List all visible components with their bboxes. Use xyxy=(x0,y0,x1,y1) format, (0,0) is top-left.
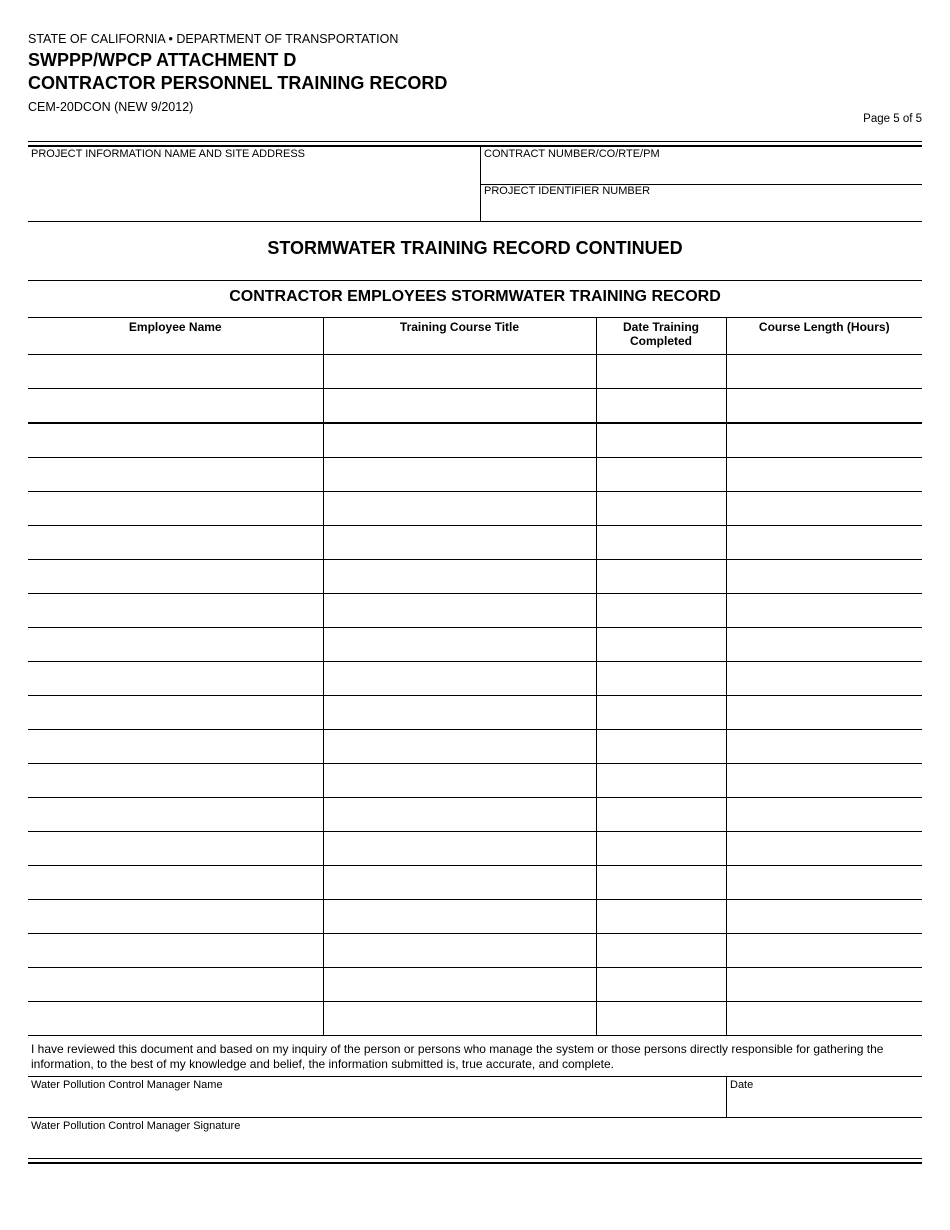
employee-name-cell[interactable] xyxy=(28,594,323,628)
table-row xyxy=(28,866,922,900)
date-completed-cell[interactable] xyxy=(596,934,726,968)
course-length-cell[interactable] xyxy=(726,934,922,968)
employee-name-cell[interactable] xyxy=(28,526,323,560)
date-completed-cell[interactable] xyxy=(596,866,726,900)
table-row xyxy=(28,594,922,628)
section-heading: STORMWATER TRAINING RECORD CONTINUED xyxy=(267,238,683,258)
project-identifier-label: PROJECT IDENTIFIER NUMBER xyxy=(484,185,651,197)
divider xyxy=(28,1162,922,1164)
date-completed-cell[interactable] xyxy=(596,662,726,696)
project-name-address-field[interactable] xyxy=(28,162,478,220)
table-row xyxy=(28,355,922,389)
divider xyxy=(28,1158,922,1159)
course-title-cell[interactable] xyxy=(323,730,596,764)
course-length-cell[interactable] xyxy=(726,764,922,798)
table-row xyxy=(28,458,922,492)
employee-name-cell[interactable] xyxy=(28,662,323,696)
course-title-cell[interactable] xyxy=(323,662,596,696)
date-completed-cell[interactable] xyxy=(596,526,726,560)
course-title-cell[interactable] xyxy=(323,423,596,458)
course-title-cell[interactable] xyxy=(323,1002,596,1036)
table-row xyxy=(28,696,922,730)
table-row xyxy=(28,389,922,424)
course-length-cell[interactable] xyxy=(726,492,922,526)
agency-name: STATE OF CALIFORNIA • DEPARTMENT OF TRANSPORTATION xyxy=(28,32,399,46)
course-length-cell[interactable] xyxy=(726,594,922,628)
employee-name-cell[interactable] xyxy=(28,423,323,458)
course-length-cell[interactable] xyxy=(726,968,922,1002)
course-length-cell[interactable] xyxy=(726,866,922,900)
table-row xyxy=(28,968,922,1002)
table-row xyxy=(28,1002,922,1036)
table-row xyxy=(28,764,922,798)
employee-name-cell[interactable] xyxy=(28,798,323,832)
course-title-cell[interactable] xyxy=(323,389,596,424)
date-completed-cell[interactable] xyxy=(596,458,726,492)
course-title-cell[interactable] xyxy=(323,934,596,968)
course-length-cell[interactable] xyxy=(726,798,922,832)
course-length-cell[interactable] xyxy=(726,628,922,662)
table-row xyxy=(28,492,922,526)
table-header-row xyxy=(28,318,922,355)
column-header-date-completed: Date Training Completed xyxy=(596,318,726,355)
contract-number-label: CONTRACT NUMBER/CO/RTE/PM xyxy=(484,148,660,160)
course-title-cell[interactable] xyxy=(323,832,596,866)
date-completed-cell[interactable] xyxy=(596,628,726,662)
divider xyxy=(28,145,922,147)
course-length-cell[interactable] xyxy=(726,458,922,492)
employee-name-cell[interactable] xyxy=(28,458,323,492)
manager-signature-field[interactable] xyxy=(28,1134,921,1157)
course-title-cell[interactable] xyxy=(323,628,596,662)
divider xyxy=(28,141,922,142)
divider xyxy=(28,221,922,222)
course-title-cell[interactable] xyxy=(323,355,596,389)
table-row xyxy=(28,730,922,764)
table-row xyxy=(28,934,922,968)
date-completed-cell[interactable] xyxy=(596,355,726,389)
project-name-address-label: PROJECT INFORMATION NAME AND SITE ADDRESS xyxy=(31,148,306,160)
training-record-table xyxy=(28,317,922,1036)
date-completed-cell[interactable] xyxy=(596,764,726,798)
employee-name-cell[interactable] xyxy=(28,764,323,798)
course-length-cell[interactable] xyxy=(726,832,922,866)
employee-name-cell[interactable] xyxy=(28,730,323,764)
contract-number-field[interactable] xyxy=(481,162,921,183)
employee-name-cell[interactable] xyxy=(28,832,323,866)
divider xyxy=(28,280,922,281)
employee-name-cell[interactable] xyxy=(28,866,323,900)
date-completed-cell[interactable] xyxy=(596,594,726,628)
table-row xyxy=(28,662,922,696)
column-header-course-length: Course Length (Hours) xyxy=(726,318,922,355)
form-title-line1: SWPPP/WPCP ATTACHMENT D xyxy=(28,50,297,70)
course-length-cell[interactable] xyxy=(726,696,922,730)
table-row xyxy=(28,900,922,934)
manager-name-field[interactable] xyxy=(28,1093,724,1116)
date-completed-cell[interactable] xyxy=(596,389,726,424)
course-title-cell[interactable] xyxy=(323,798,596,832)
date-completed-cell[interactable] xyxy=(596,423,726,458)
course-length-cell[interactable] xyxy=(726,662,922,696)
table-heading: CONTRACTOR EMPLOYEES STORMWATER TRAINING RECORD xyxy=(229,288,721,305)
date-completed-cell[interactable] xyxy=(596,798,726,832)
employee-name-cell[interactable] xyxy=(28,900,323,934)
employee-name-cell[interactable] xyxy=(28,389,323,424)
column-header-course-title: Training Course Title xyxy=(323,318,596,355)
course-title-cell[interactable] xyxy=(323,458,596,492)
date-completed-cell[interactable] xyxy=(596,560,726,594)
course-length-cell[interactable] xyxy=(726,526,922,560)
course-length-cell[interactable] xyxy=(726,730,922,764)
course-title-cell[interactable] xyxy=(323,696,596,730)
course-length-cell[interactable] xyxy=(726,389,922,424)
certification-statement: I have reviewed this document and based on my inquiry of the person or persons who manage the system or those persons directly responsible for gathering the information, to the best of my knowledge and belief, the information submitted is, true accurate, and complete. xyxy=(31,1042,884,1071)
date-completed-cell[interactable] xyxy=(596,696,726,730)
course-title-cell[interactable] xyxy=(323,560,596,594)
table-row xyxy=(28,560,922,594)
employee-name-cell[interactable] xyxy=(28,968,323,1002)
table-row xyxy=(28,526,922,560)
manager-signature-label: Water Pollution Control Manager Signature xyxy=(31,1120,241,1132)
course-title-cell[interactable] xyxy=(323,492,596,526)
course-length-cell[interactable] xyxy=(726,355,922,389)
date-completed-cell[interactable] xyxy=(596,968,726,1002)
divider xyxy=(28,1117,922,1118)
employee-name-cell[interactable] xyxy=(28,560,323,594)
course-title-cell[interactable] xyxy=(323,594,596,628)
table-row xyxy=(28,628,922,662)
divider xyxy=(28,1076,922,1077)
column-header-employee-name: Employee Name xyxy=(28,318,323,355)
course-length-cell[interactable] xyxy=(726,1002,922,1036)
course-title-cell[interactable] xyxy=(323,764,596,798)
employee-name-cell[interactable] xyxy=(28,492,323,526)
project-identifier-field[interactable] xyxy=(481,199,921,220)
employee-name-cell[interactable] xyxy=(28,628,323,662)
employee-name-cell[interactable] xyxy=(28,696,323,730)
date-completed-cell[interactable] xyxy=(596,492,726,526)
course-length-cell[interactable] xyxy=(726,900,922,934)
course-length-cell[interactable] xyxy=(726,560,922,594)
date-completed-cell[interactable] xyxy=(596,730,726,764)
date-completed-cell[interactable] xyxy=(596,1002,726,1036)
manager-name-label: Water Pollution Control Manager Name xyxy=(31,1079,223,1091)
employee-name-cell[interactable] xyxy=(28,1002,323,1036)
course-title-cell[interactable] xyxy=(323,526,596,560)
table-row xyxy=(28,832,922,866)
employee-name-cell[interactable] xyxy=(28,355,323,389)
course-title-cell[interactable] xyxy=(323,968,596,1002)
page-number: Page 5 of 5 xyxy=(863,113,922,125)
date-field[interactable] xyxy=(727,1093,921,1116)
table-row xyxy=(28,798,922,832)
course-title-cell[interactable] xyxy=(323,900,596,934)
date-completed-cell[interactable] xyxy=(596,832,726,866)
course-length-cell[interactable] xyxy=(726,423,922,458)
employee-name-cell[interactable] xyxy=(28,934,323,968)
form-number: CEM-20DCON (NEW 9/2012) xyxy=(28,100,194,114)
table-row xyxy=(28,423,922,458)
date-label: Date xyxy=(730,1079,754,1091)
form-title-line2: CONTRACTOR PERSONNEL TRAINING RECORD xyxy=(28,73,448,93)
course-title-cell[interactable] xyxy=(323,866,596,900)
date-completed-cell[interactable] xyxy=(596,900,726,934)
